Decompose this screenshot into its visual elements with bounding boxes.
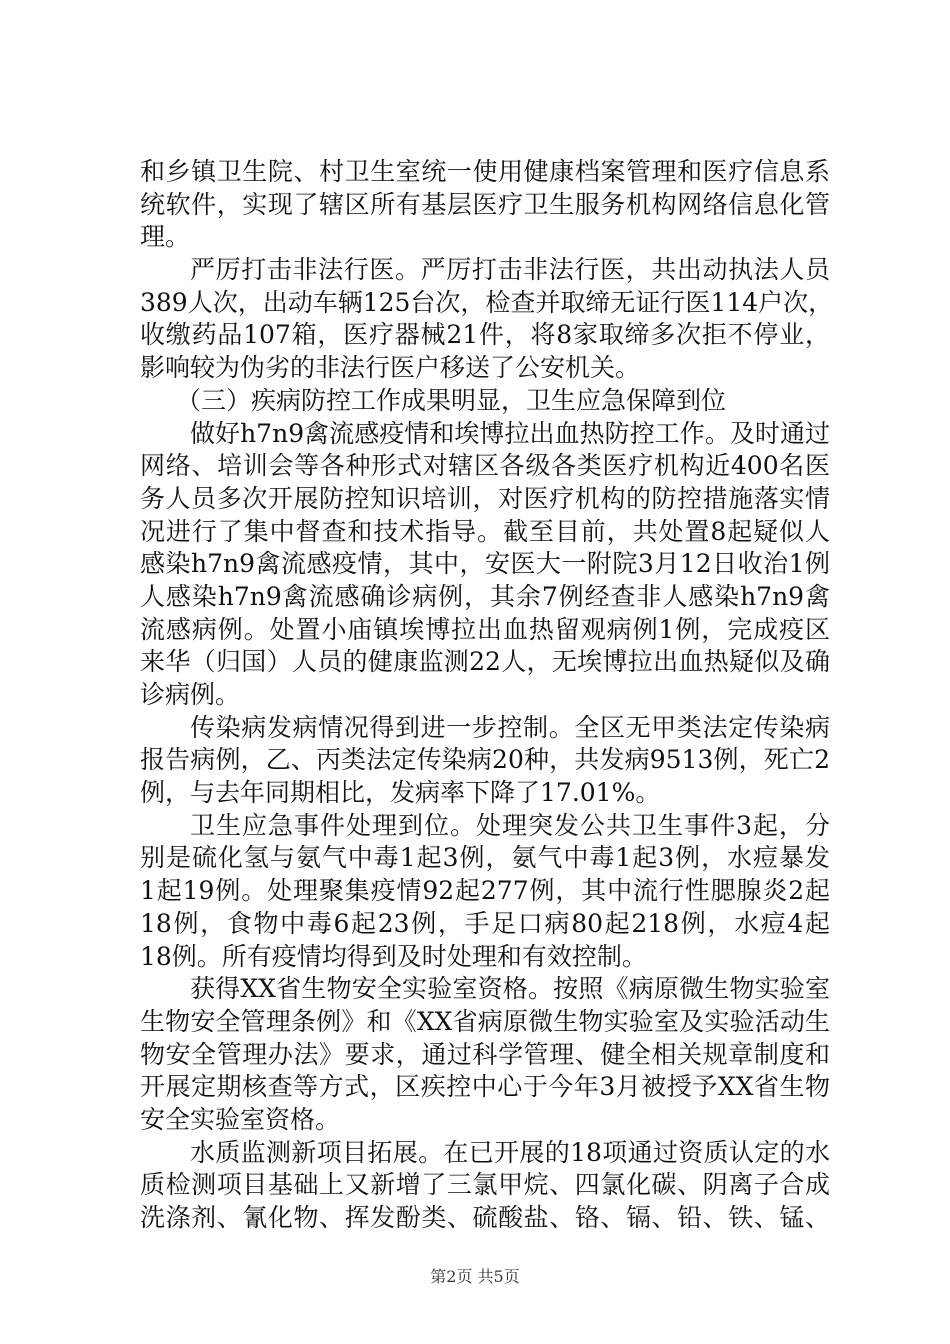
text-line: 人感染h7n9禽流感确诊病例，其余7例经查非人感染h7n9禽 <box>140 581 830 611</box>
text-line: 况进行了集中督查和技术指导。截至目前，共处置8起疑似人 <box>140 516 830 546</box>
text-line: 来华（归国）人员的健康监测22人，无埃博拉出血热疑似及确 <box>140 647 830 677</box>
text-line: 18例。所有疫情均得到及时处理和有效控制。 <box>140 941 647 971</box>
text-line: 389人次，出动车辆125台次，检查并取缔无证行医114户次， <box>140 287 834 317</box>
text-line: 水质监测新项目拓展。在已开展的18项通过资质认定的水 <box>190 1137 830 1167</box>
document-body <box>140 156 834 1235</box>
text-line: 例，与去年同期相比，发病率下降了17.01%。 <box>140 778 661 808</box>
text-line: 流感病例。处置小庙镇埃博拉出血热留观病例1例，完成疫区 <box>140 614 830 644</box>
text-line: 安全实验室资格。 <box>140 1104 341 1134</box>
text-line: 做好h7n9禽流感疫情和埃博拉出血热防控工作。及时通过 <box>190 418 830 448</box>
paragraph <box>140 156 830 254</box>
paragraph <box>140 418 830 712</box>
paragraph <box>140 810 830 973</box>
text-line: 卫生应急事件处理到位。处理突发公共卫生事件3起，分 <box>190 810 830 840</box>
text-line: 获得XX省生物安全实验室资格。按照《病原微生物实验室 <box>190 974 830 1004</box>
text-line: 网络、培训会等各种形式对辖区各级各类医疗机构近400名医 <box>140 451 830 481</box>
text-line: 生物安全管理条例》和《XX省病原微生物实验室及实验活动生 <box>140 1006 830 1036</box>
section-heading <box>140 385 830 418</box>
text-line: 影响较为伪劣的非法行医户移送了公安机关。 <box>140 353 641 383</box>
paragraph <box>140 973 830 1136</box>
paragraph <box>140 1137 830 1235</box>
text-line: （三）疾病防控工作成果明显，卫生应急保障到位 <box>176 385 727 415</box>
text-line: 质检测项目基础上又新增了三氯甲烷、四氯化碳、阴离子合成 <box>140 1170 830 1200</box>
text-line: 严厉打击非法行医。严厉打击非法行医，共出动执法人员 <box>190 255 830 285</box>
text-line: 1起19例。处理聚集疫情92起277例，其中流行性腮腺炎2起 <box>140 876 830 906</box>
text-line: 开展定期核查等方式，区疾控中心于今年3月被授予XX省生物 <box>140 1072 830 1102</box>
text-line: 物安全管理办法》要求，通过科学管理、健全相关规章制度和 <box>140 1039 830 1069</box>
page-footer: 第2页 共5页 <box>430 1267 520 1286</box>
text-line: 别是硫化氢与氨气中毒1起3例，氨气中毒1起3例，水痘暴发 <box>140 843 830 873</box>
text-line: 务人员多次开展防控知识培训，对医疗机构的防控措施落实情 <box>140 483 830 513</box>
text-line: 洗涤剂、氰化物、挥发酚类、硫酸盐、铬、镉、铅、铁、锰、 <box>140 1203 830 1232</box>
text-line: 传染病发病情况得到进一步控制。全区无甲类法定传染病 <box>190 712 830 742</box>
text-line: 感染h7n9禽流感疫情，其中，安医大一附院3月12日收治1例 <box>140 549 830 579</box>
text-line: 理。 <box>140 222 191 252</box>
text-line: 统软件，实现了辖区所有基层医疗卫生服务机构网络信息化管 <box>140 189 830 219</box>
text-line: 诊病例。 <box>140 680 241 709</box>
paragraph <box>140 254 834 385</box>
text-line: 收缴药品107箱，医疗器械21件，将8家取缔多次拒不停业， <box>140 320 830 350</box>
text-line: 18例，食物中毒6起23例，手足口病80起218例，水痘4起 <box>140 908 830 938</box>
text-line: 和乡镇卫生院、村卫生室统一使用健康档案管理和医疗信息系 <box>140 157 830 186</box>
paragraph <box>140 712 830 810</box>
text-line: 报告病例，乙、丙类法定传染病20种，共发病9513例，死亡2 <box>140 745 830 775</box>
